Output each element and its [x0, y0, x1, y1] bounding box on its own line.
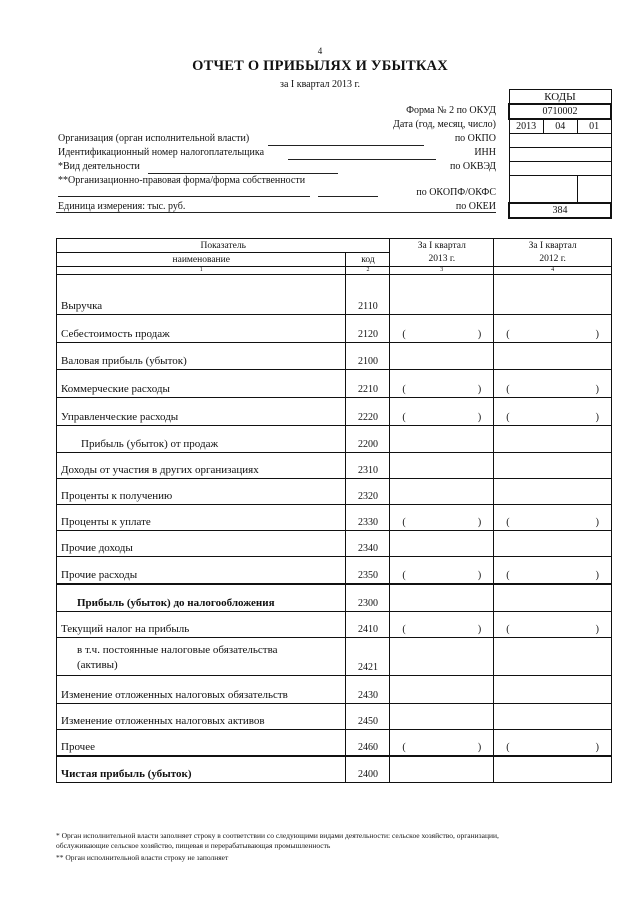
- period2-header-line1: За I квартал: [528, 240, 577, 251]
- value-2013-cell[interactable]: [390, 612, 494, 638]
- row-name: Прибыль (убыток) от продаж: [57, 426, 346, 453]
- table-row: [57, 426, 612, 453]
- row-code: 2120: [346, 315, 390, 343]
- value-2013-cell[interactable]: [390, 275, 494, 315]
- indicator-header: Показатель: [57, 239, 390, 253]
- table-row: [57, 756, 612, 783]
- date-day-cell[interactable]: 01: [577, 119, 611, 134]
- value-2013-cell[interactable]: [390, 479, 494, 505]
- row-name: Валовая прибыль (убыток): [57, 343, 346, 370]
- paren-open: (: [402, 624, 406, 635]
- codes-box: [508, 89, 612, 219]
- row-name: [57, 638, 346, 676]
- paren-open: (: [506, 329, 510, 340]
- table-row: [57, 343, 612, 370]
- okopf-label: по ОКОПФ/ОКФС: [416, 187, 496, 198]
- paren-open: (: [506, 569, 510, 581]
- value-2013-cell[interactable]: [390, 730, 494, 756]
- row-name-line1: в т.ч. постоянные налоговые обязательства: [77, 644, 278, 656]
- period1-header-line2: 2013 г.: [428, 253, 456, 264]
- report-title: ОТЧЕТ О ПРИБЫЛЯХ И УБЫТКАХ: [192, 58, 448, 74]
- row-code: 2100: [346, 343, 390, 370]
- table-row: [57, 315, 612, 343]
- paren-close: ): [595, 741, 599, 753]
- footnote-2: ** Орган исполнительной власти строку не заполняет: [56, 853, 229, 862]
- row-code: 2450: [346, 704, 390, 730]
- table-row: [57, 704, 612, 730]
- paren-close: ): [477, 412, 482, 423]
- value-2012-cell[interactable]: [494, 426, 612, 453]
- paren-open: (: [402, 329, 406, 340]
- footnote-1-line1: * Орган исполнительной власти заполняет строку в соответствии со следующими видами деятельности: сельское хозяйство, организации,: [56, 831, 499, 840]
- row-code: 2350: [346, 557, 390, 584]
- row-name-line2: (активы): [77, 659, 118, 671]
- row-name: Проценты к получению: [57, 479, 346, 505]
- period2-header: [494, 239, 612, 267]
- paren-open: (: [402, 569, 406, 581]
- paren-close: ): [477, 569, 482, 581]
- value-2013-cell[interactable]: [390, 584, 494, 612]
- value-2013-cell[interactable]: [390, 704, 494, 730]
- table-row: [57, 398, 612, 426]
- row-name: Коммерческие расходы: [57, 370, 346, 398]
- row-name: Чистая прибыль (убыток): [57, 756, 346, 783]
- value-2013-cell[interactable]: [390, 398, 494, 426]
- table-row: [57, 638, 612, 676]
- value-2012-cell[interactable]: [494, 343, 612, 370]
- org-field-line[interactable]: [268, 145, 424, 146]
- value-2013-cell[interactable]: [390, 638, 494, 676]
- paren-close: ): [595, 517, 599, 528]
- legal-form-label: **Организационно-правовая форма/форма собственности: [58, 175, 306, 186]
- table-row: [57, 505, 612, 531]
- paren-close: ): [477, 384, 482, 395]
- value-2012-cell[interactable]: [494, 557, 612, 584]
- value-2013-cell[interactable]: [390, 531, 494, 557]
- row-code: 2210: [346, 370, 390, 398]
- value-2013-cell[interactable]: [390, 453, 494, 479]
- paren-close: ): [595, 384, 599, 395]
- okved-label: по ОКВЭД: [450, 161, 496, 172]
- value-2012-cell[interactable]: [494, 730, 612, 756]
- paren-close: ): [595, 329, 599, 340]
- row-code: 2340: [346, 531, 390, 557]
- inn-id-label: Идентификационный номер налогоплательщика: [58, 147, 265, 158]
- period2-header-line2: 2012 г.: [539, 253, 566, 264]
- row-code: 2220: [346, 398, 390, 426]
- row-name: Изменение отложенных налоговых обязательств: [57, 676, 346, 704]
- value-2012-cell[interactable]: [494, 370, 612, 398]
- value-2013-cell[interactable]: [390, 370, 494, 398]
- row-code: 2110: [346, 275, 390, 315]
- paren-close: ): [595, 624, 599, 635]
- legal-form-line-1[interactable]: [58, 196, 310, 197]
- value-2013-cell[interactable]: [390, 505, 494, 531]
- row-code: 2430: [346, 676, 390, 704]
- table-row: [57, 557, 612, 584]
- col-number: 2: [346, 267, 390, 275]
- table-row: [57, 612, 612, 638]
- col-number: 4: [494, 267, 612, 275]
- value-2012-cell[interactable]: [494, 756, 612, 783]
- paren-open: (: [506, 384, 510, 395]
- date-month-cell[interactable]: 04: [543, 119, 577, 134]
- col-number: 3: [390, 267, 494, 275]
- code-header: код: [346, 253, 390, 267]
- okei-label: по ОКЕИ: [455, 201, 496, 212]
- paren-close: ): [595, 412, 599, 423]
- paren-open: (: [506, 624, 510, 635]
- value-2013-cell[interactable]: [390, 426, 494, 453]
- inn-field-line[interactable]: [288, 159, 436, 160]
- table-row: [57, 676, 612, 704]
- value-2013-cell[interactable]: [390, 676, 494, 704]
- table-row: [57, 275, 612, 315]
- value-2012-cell[interactable]: [494, 479, 612, 505]
- row-name: Текущий налог на прибыль: [57, 612, 346, 638]
- paren-open: (: [402, 741, 406, 753]
- value-2012-cell[interactable]: [494, 453, 612, 479]
- value-2012-cell[interactable]: [494, 531, 612, 557]
- table-row: [57, 479, 612, 505]
- report-period: за I квартал 2013 г.: [280, 79, 360, 90]
- inn-label: ИНН: [474, 147, 496, 158]
- paren-close: ): [595, 569, 599, 581]
- row-code: 2300: [346, 584, 390, 612]
- unit-label: Единица измерения: тыс. руб.: [58, 201, 186, 212]
- legal-form-line-2[interactable]: [318, 196, 378, 197]
- okopf-code-cell[interactable]: [509, 176, 577, 204]
- row-name: Прочее: [57, 730, 346, 756]
- value-2012-cell[interactable]: [494, 398, 612, 426]
- form-code-cell[interactable]: 0710002: [509, 104, 611, 119]
- table-row: [57, 730, 612, 756]
- row-name: Доходы от участия в других организациях: [57, 453, 346, 479]
- value-2012-cell[interactable]: [494, 315, 612, 343]
- activity-field-line[interactable]: [148, 173, 338, 174]
- unit-underline: [56, 212, 496, 213]
- paren-close: ): [477, 624, 482, 635]
- row-code: 2310: [346, 453, 390, 479]
- value-2012-cell[interactable]: [494, 676, 612, 704]
- row-code: 2410: [346, 612, 390, 638]
- row-name: Управленческие расходы: [57, 398, 346, 426]
- row-name: Прибыль (убыток) до налогообложения: [57, 584, 346, 612]
- row-name: Проценты к уплате: [57, 505, 346, 531]
- table-row: [57, 584, 612, 612]
- date-label: Дата (год, месяц, число): [393, 119, 496, 130]
- table-row: [57, 370, 612, 398]
- row-name: Изменение отложенных налоговых активов: [57, 704, 346, 730]
- inn-code-cell[interactable]: [509, 148, 611, 162]
- paren-open: (: [402, 384, 406, 395]
- paren-open: (: [506, 412, 510, 423]
- date-year-cell[interactable]: 2013: [509, 119, 543, 134]
- value-2012-cell[interactable]: [494, 505, 612, 531]
- period1-header: [390, 239, 494, 267]
- footnote-1-line2: обслуживающие сельское хозяйство, пищевая и перерабатывающая промышленность: [56, 841, 331, 850]
- paren-open: (: [506, 517, 510, 528]
- row-name: Выручка: [57, 275, 346, 315]
- row-name: Прочие доходы: [57, 531, 346, 557]
- row-name: Прочие расходы: [57, 557, 346, 584]
- footnote-1: [56, 831, 616, 851]
- value-2013-cell[interactable]: [390, 315, 494, 343]
- period1-header-line1: За I квартал: [417, 240, 466, 251]
- paren-close: ): [477, 517, 482, 528]
- row-code: 2330: [346, 505, 390, 531]
- col-number: 1: [57, 267, 346, 275]
- row-code: 2460: [346, 730, 390, 756]
- activity-label: *Вид деятельности: [58, 161, 140, 172]
- okei-code-cell[interactable]: 384: [509, 203, 611, 218]
- table-row: [57, 531, 612, 557]
- value-2013-cell[interactable]: [390, 557, 494, 584]
- table-row: [57, 453, 612, 479]
- okved-code-cell[interactable]: [509, 162, 611, 176]
- okfs-code-cell[interactable]: [577, 176, 611, 204]
- value-2012-cell[interactable]: [494, 638, 612, 676]
- profit-loss-table: [56, 238, 612, 783]
- okpo-label: по ОКПО: [454, 133, 496, 144]
- value-2012-cell[interactable]: [494, 584, 612, 612]
- form-okud-label: Форма № 2 по ОКУД: [406, 105, 496, 116]
- paren-close: ): [477, 741, 482, 753]
- paren-open: (: [402, 517, 406, 528]
- value-2013-cell[interactable]: [390, 756, 494, 783]
- okpo-code-cell[interactable]: [509, 134, 611, 148]
- row-code: 2200: [346, 426, 390, 453]
- page-number: 4: [317, 46, 323, 56]
- value-2012-cell[interactable]: [494, 612, 612, 638]
- row-name: Себестоимость продаж: [57, 315, 346, 343]
- codes-header: КОДЫ: [509, 90, 611, 105]
- value-2012-cell[interactable]: [494, 275, 612, 315]
- row-code: 2421: [346, 638, 390, 676]
- paren-open: (: [402, 412, 406, 423]
- value-2013-cell[interactable]: [390, 343, 494, 370]
- org-label: Организация (орган исполнительной власти): [58, 133, 250, 144]
- row-code: 2320: [346, 479, 390, 505]
- paren-open: (: [506, 741, 510, 753]
- paren-close: ): [477, 329, 482, 340]
- row-code: 2400: [346, 756, 390, 783]
- name-header: наименование: [57, 253, 346, 267]
- value-2012-cell[interactable]: [494, 704, 612, 730]
